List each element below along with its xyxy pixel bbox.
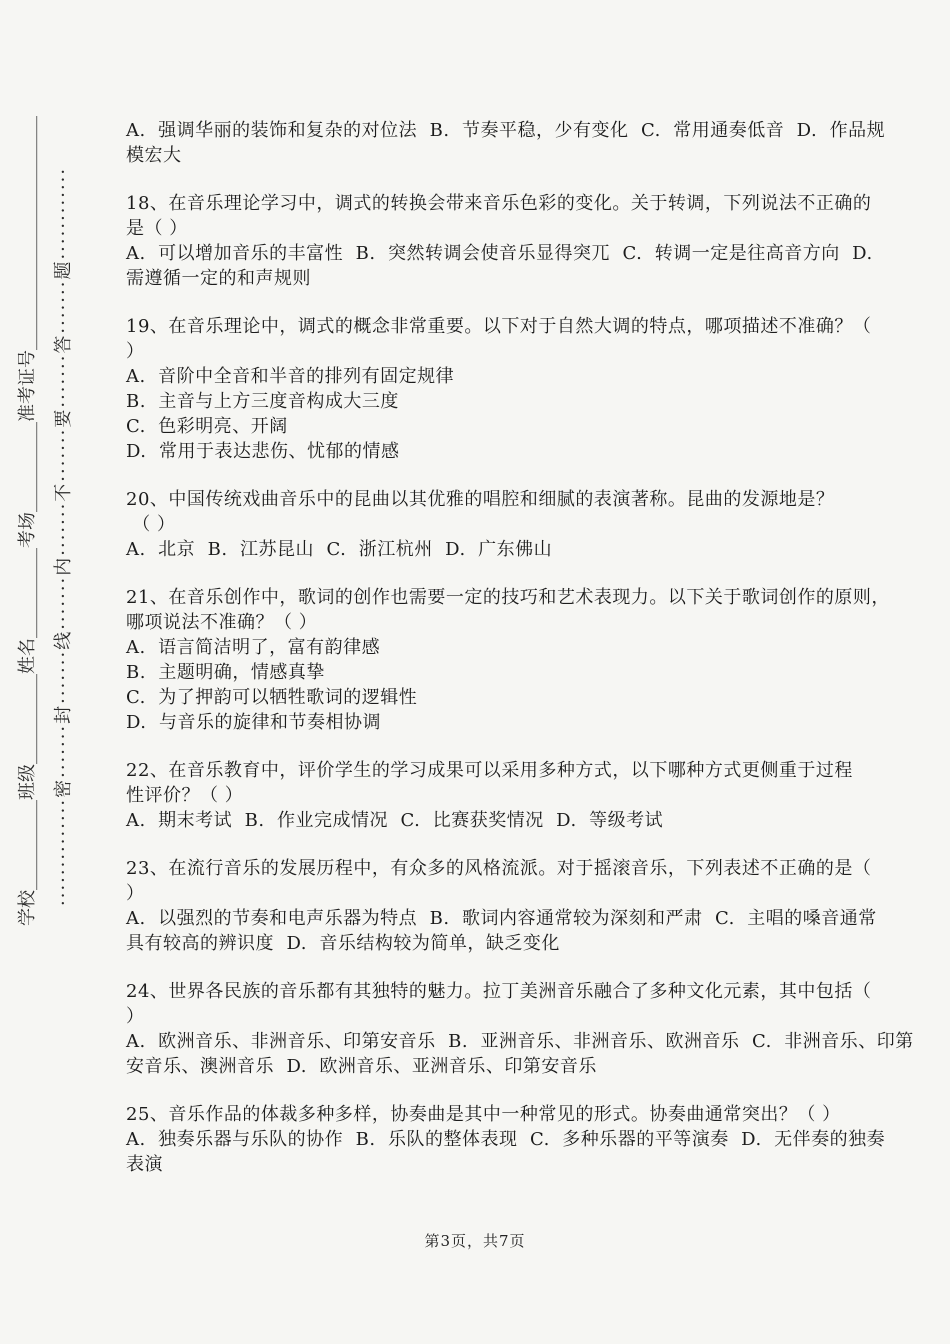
question-line: ） bbox=[126, 883, 145, 904]
question-block bbox=[126, 487, 842, 562]
student-info-fields: 学校__________班级__________姓名__________考场__________准考证号__________________________ bbox=[17, 116, 38, 926]
question-line: A. 欧洲音乐、非洲音乐、印第安音乐 B. 亚洲音乐、非洲音乐、欧洲音乐 C. 非洲音乐、印第 bbox=[126, 1031, 914, 1052]
question-line: 表演 bbox=[126, 1154, 163, 1175]
question-line: C. 色彩明亮、开阔 bbox=[126, 416, 288, 437]
question-line: 需遵循一定的和声规则 bbox=[126, 268, 311, 289]
question-line: 22、在音乐教育中，评价学生的学习成果可以采用多种方式，以下哪种方式更侧重于过程 bbox=[126, 760, 853, 781]
question-line: D. 常用于表达悲伤、忧郁的情感 bbox=[126, 441, 400, 462]
question-line: 25、音乐作品的体裁多种多样，协奏曲是其中一种常见的形式。协奏曲通常突出？（ ） bbox=[126, 1104, 841, 1125]
question-line: A. 可以增加音乐的丰富性 B. 突然转调会使音乐显得突兀 C. 转调一定是往高音方向 D. bbox=[126, 243, 873, 264]
question-block bbox=[126, 191, 873, 291]
question-line: A. 音阶中全音和半音的排列有固定规律 bbox=[126, 366, 455, 387]
question-line: C. 为了押韵可以牺牲歌词的逻辑性 bbox=[126, 687, 418, 708]
question-line: 模宏大 bbox=[126, 145, 182, 166]
page-footer: 第3页，共7页 bbox=[424, 1232, 526, 1250]
question-line: 安音乐、澳洲音乐 D. 欧洲音乐、亚洲音乐、印第安音乐 bbox=[126, 1056, 597, 1077]
question-line: （ ） bbox=[126, 514, 176, 535]
question-line: A. 强调华丽的装饰和复杂的对位法 B. 节奏平稳，少有变化 C. 常用通奏低音 D. 作品规 bbox=[126, 120, 886, 141]
question-line: ） bbox=[126, 341, 145, 362]
question-block bbox=[126, 1102, 886, 1177]
question-line: 23、在流行音乐的发展历程中，有众多的风格流派。对于摇滚音乐，下列表述不正确的是（ bbox=[126, 858, 872, 879]
question-line: 具有较高的辨识度 D. 音乐结构较为简单，缺乏变化 bbox=[126, 933, 560, 954]
question-line: 是（ ） bbox=[126, 218, 188, 239]
question-line: A. 期末考试 B. 作业完成情况 C. 比赛获奖情况 D. 等级考试 bbox=[126, 810, 664, 831]
question-line: A. 以强烈的节奏和电声乐器为特点 B. 歌词内容通常较为深刻和严肃 C. 主唱的嗓音通常 bbox=[126, 908, 877, 929]
question-line: B. 主题明确，情感真挚 bbox=[126, 662, 325, 683]
question-block bbox=[126, 758, 853, 833]
question-line: B. 主音与上方三度音构成大三度 bbox=[126, 391, 399, 412]
question-line: D. 与音乐的旋律和节奏相协调 bbox=[126, 712, 381, 733]
question-line: 19、在音乐理论中，调式的概念非常重要。以下对于自然大调的特点，哪项描述不准确？（ bbox=[126, 316, 872, 337]
question-block bbox=[126, 979, 914, 1079]
seal-line: ··············密·······封·······线·······内·······不·······要·······答·······题············ bbox=[53, 166, 74, 906]
question-block bbox=[126, 585, 890, 735]
question-line: 性评价？（ ） bbox=[126, 785, 244, 806]
question-line: 21、在音乐创作中，歌词的创作也需要一定的技巧和艺术表现力。以下关于歌词创作的原则， bbox=[126, 587, 890, 608]
question-block bbox=[126, 118, 886, 168]
question-line: 18、在音乐理论学习中，调式的转换会带来音乐色彩的变化。关于转调，下列说法不正确的 bbox=[126, 193, 872, 214]
question-block bbox=[126, 856, 877, 956]
question-line: A. 独奏乐器与乐队的协作 B. 乐队的整体表现 C. 多种乐器的平等演奏 D. 无伴奏的独奏 bbox=[126, 1129, 886, 1150]
question-block bbox=[126, 314, 872, 464]
question-line: 哪项说法不准确？（ ） bbox=[126, 612, 318, 633]
question-line: A. 北京 B. 江苏昆山 C. 浙江杭州 D. 广东佛山 bbox=[126, 539, 553, 560]
question-line: ） bbox=[126, 1006, 145, 1027]
question-line: A. 语言简洁明了，富有韵律感 bbox=[126, 637, 381, 658]
questions-area bbox=[126, 118, 914, 1177]
question-line: 24、世界各民族的音乐都有其独特的魅力。拉丁美洲音乐融合了多种文化元素，其中包括（ bbox=[126, 981, 872, 1002]
question-line: 20、中国传统戏曲音乐中的昆曲以其优雅的唱腔和细腻的表演著称。昆曲的发源地是？ bbox=[126, 489, 835, 510]
